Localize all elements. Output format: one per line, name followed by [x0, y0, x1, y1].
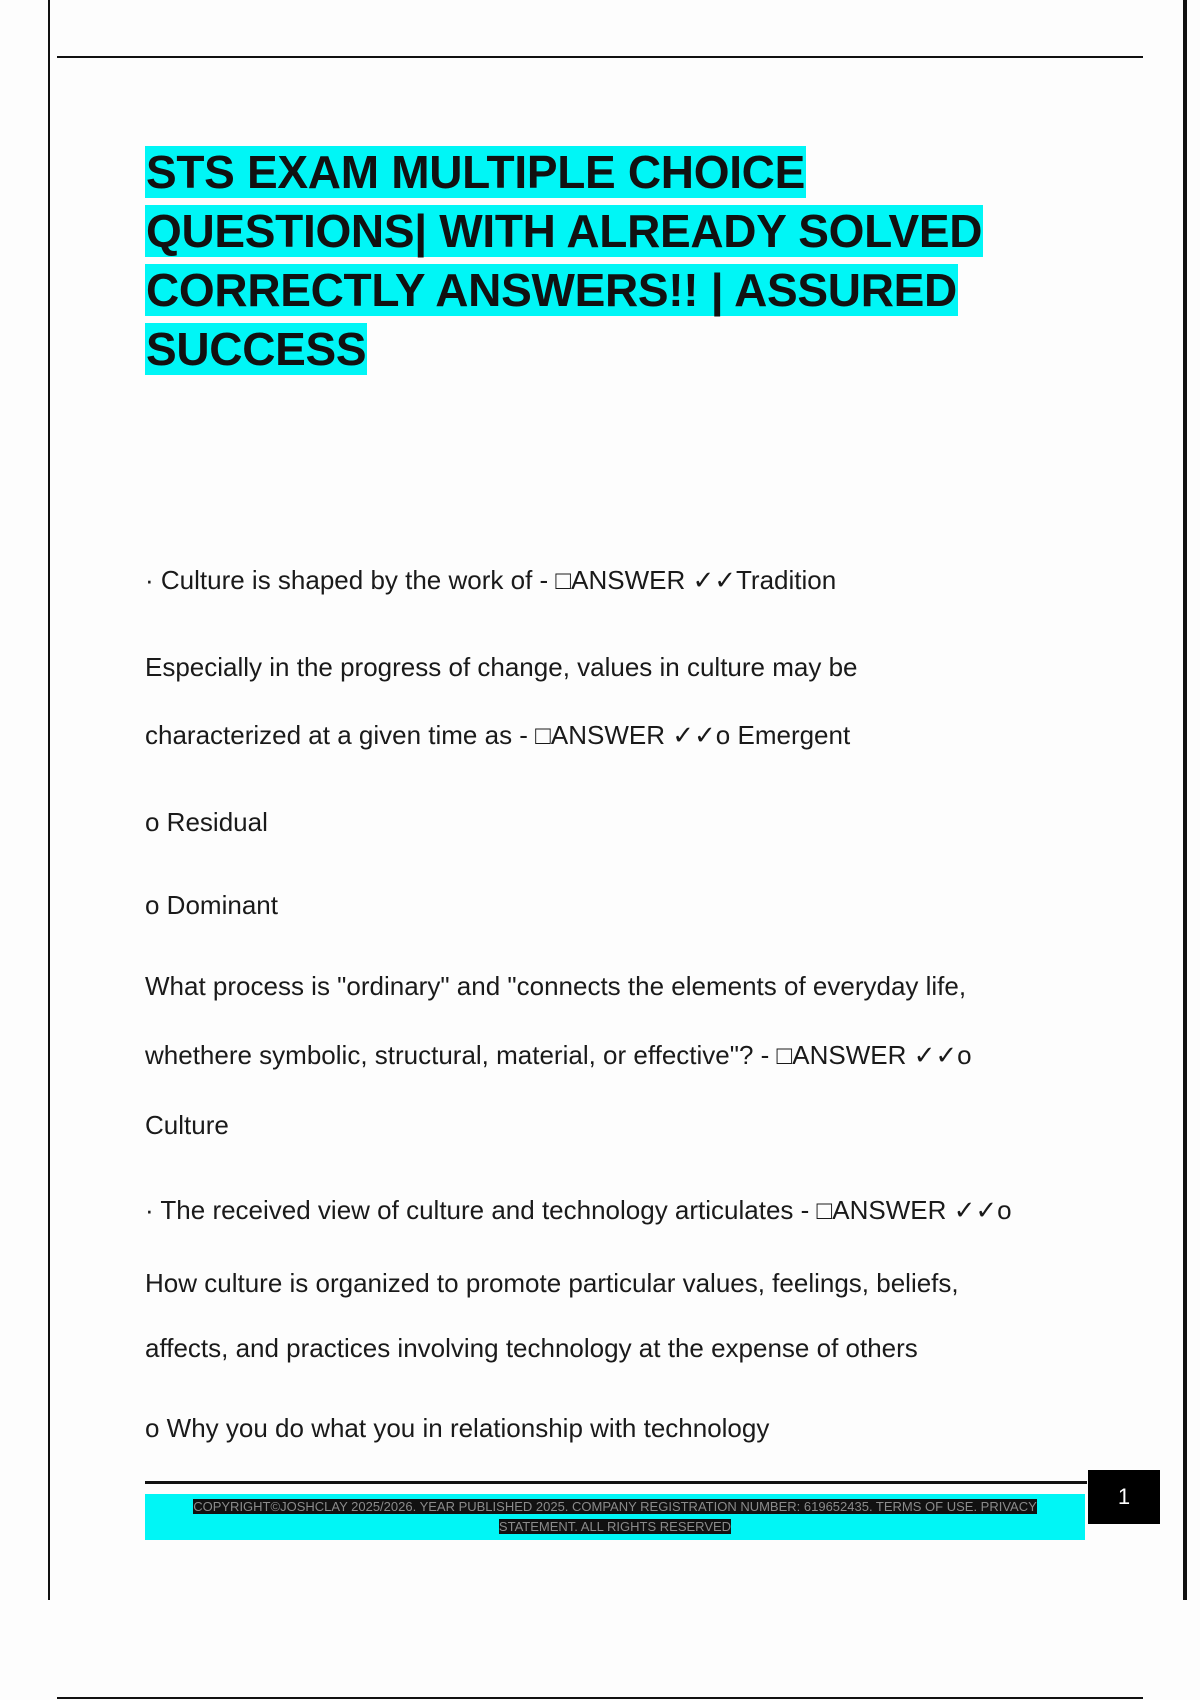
document-title: [145, 143, 1075, 379]
option-residual: o Residual: [145, 807, 268, 837]
page-border-left: [48, 0, 50, 1600]
question-4-line-4: o Why you do what you in relationship with technology: [145, 1413, 770, 1443]
page-number: 1: [1088, 1470, 1160, 1524]
question-3-line-1: What process is "ordinary" and "connects the elements of everyday life,: [145, 971, 967, 1001]
copyright-footer: [145, 1494, 1085, 1540]
question-2-line-1: Especially in the progress of change, values in culture may be: [145, 652, 858, 682]
copyright-line-2: STATEMENT. ALL RIGHTS RESERVED: [498, 1519, 732, 1534]
title-line-4: SUCCESS: [146, 323, 367, 375]
question-3-line-3: Culture: [145, 1110, 229, 1140]
question-4-line-3: affects, and practices involving technology at the expense of others: [145, 1333, 918, 1363]
question-4-line-1: · The received view of culture and technology articulates - □ANSWER ✓✓o: [145, 1195, 1012, 1225]
title-line-3: CORRECTLY ANSWERS!! | ASSURED: [146, 264, 957, 316]
page-border-right: [1183, 0, 1187, 1600]
footer-rule: [145, 1481, 1087, 1484]
copyright-line-1: COPYRIGHT©JOSHCLAY 2025/2026. YEAR PUBLISHED 2025. COMPANY REGISTRATION NUMBER: 619652435. TERMS OF USE. PRIVACY: [193, 1499, 1037, 1514]
question-1: · Culture is shaped by the work of - □ANSWER ✓✓Tradition: [145, 565, 837, 595]
title-line-2: QUESTIONS| WITH ALREADY SOLVED: [146, 205, 983, 257]
header-rule: [57, 56, 1143, 58]
option-dominant: o Dominant: [145, 890, 278, 920]
next-page-rule: [57, 1697, 1143, 1699]
question-4-line-2: How culture is organized to promote particular values, feelings, beliefs,: [145, 1268, 959, 1298]
question-3-line-2: whethere symbolic, structural, material, or effective"? - □ANSWER ✓✓o: [145, 1040, 972, 1070]
question-2-line-2: characterized at a given time as - □ANSWER ✓✓o Emergent: [145, 720, 851, 750]
title-line-1: STS EXAM MULTIPLE CHOICE: [146, 146, 805, 198]
